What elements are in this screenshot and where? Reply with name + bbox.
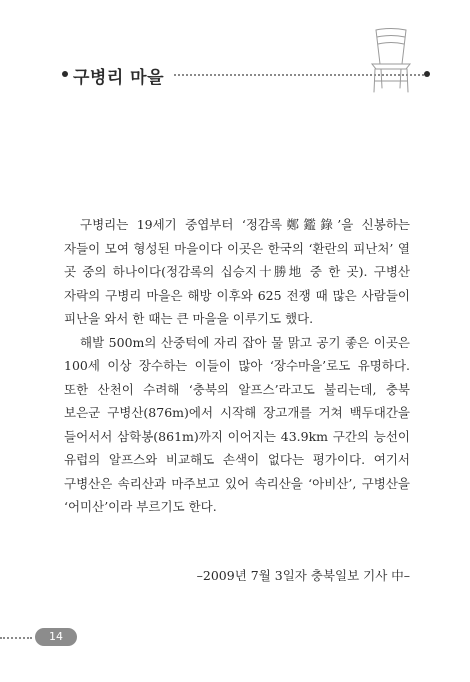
article-source: –2009년 7월 3일자 충북일보 기사 中– bbox=[196, 568, 410, 583]
article-paragraph: 구병리는 19세기 중엽부터 ‘정감록鄭鑑錄’을 신봉하는 자들이 모여 형성된 마을이다 이곳은 한국의 ‘환란의 피난처’ 열 곳 중의 하나이다(정감록의 십승지十勝地 중 한 곳). 구병산 자락의 구병리 마을은 해방 이후와 625 전쟁 때 많은 사람들이 피난을 와서 한 때는 큰 마을을 이루기도 했다. bbox=[64, 217, 410, 326]
article-body bbox=[64, 213, 410, 519]
chair-icon bbox=[366, 26, 416, 96]
heading-bullet bbox=[62, 71, 68, 77]
footer-dotted-rule bbox=[0, 637, 32, 639]
article-paragraph: 해발 500m의 산중턱에 자리 잡아 물 맑고 공기 좋은 이곳은 100세 이상 장수하는 이들이 많아 ‘장수마을’로도 유명하다. 또한 산천이 수려해 ‘충북의 알프스’라고도 불리는데, 충북 보은군 구병산(876m)에서 시작해 장고개를 거쳐 백두대간을 들어서서 삼학봉(861m)까지 이어지는 43.9km 구간의 능선이 유럽의 알프스와 비교해도 손색이 없다는 평가이다. 여기서 구병산은 속리산과 마주보고 있어 속리산을 ‘아비산’, 구병산을 ‘어미산’이라 부르기도 한다. bbox=[64, 334, 410, 514]
heading-end-dot bbox=[424, 71, 430, 77]
page-number: 14 bbox=[35, 628, 77, 646]
section-title: 구병리 마을 bbox=[73, 68, 165, 88]
